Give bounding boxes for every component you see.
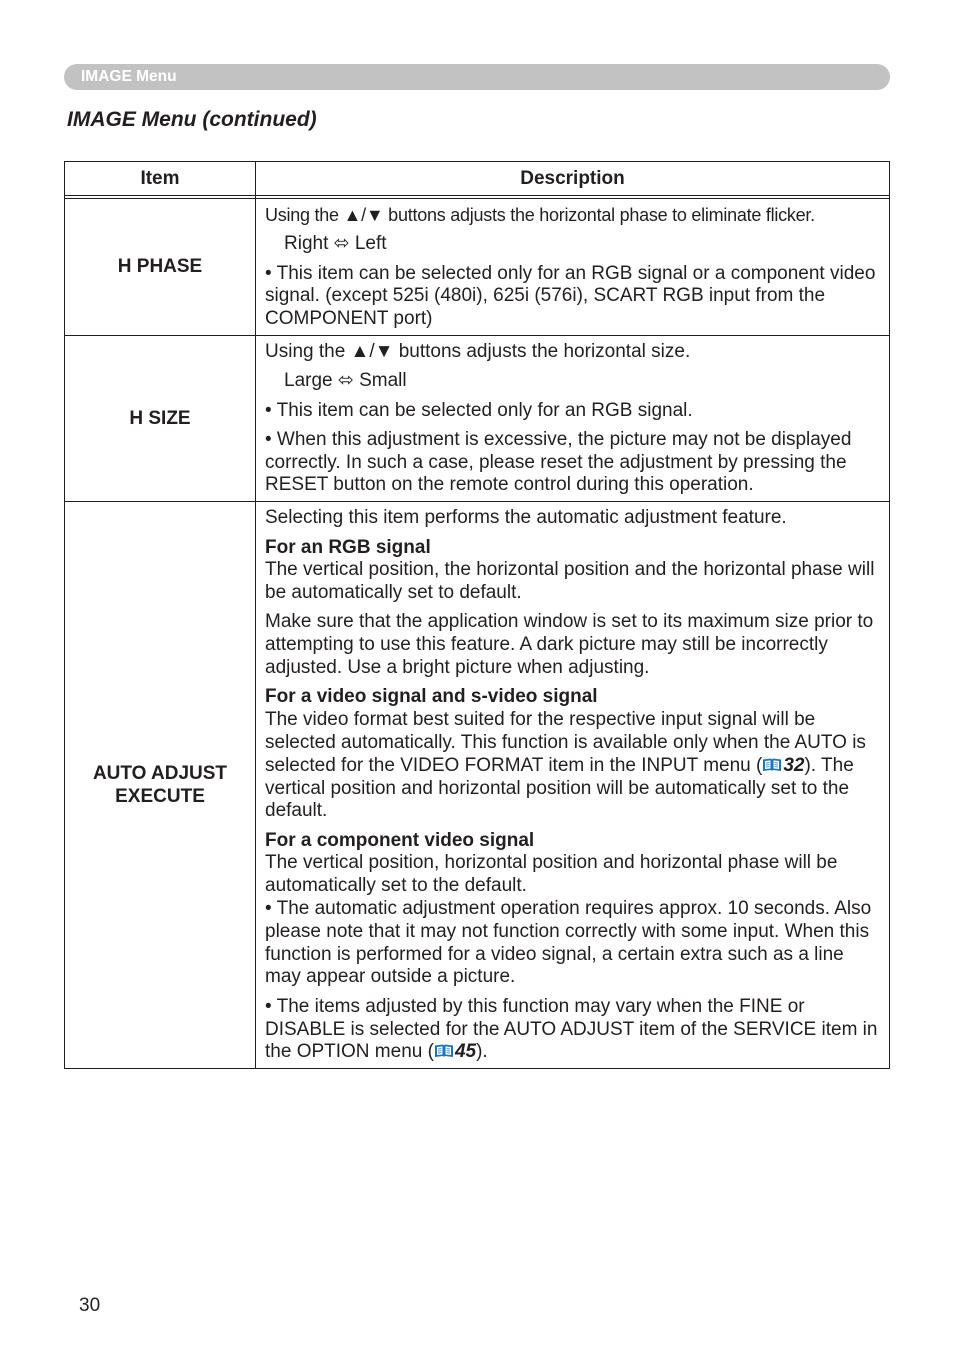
adjustment-range: Right ⬄ Left	[284, 233, 387, 255]
rgb-signal-note: Make sure that the application window is set to its maximum size prior to attempting to use this feature. A dark picture may still be incorrectly adjusted. Use a bright picture when adjusting.	[265, 611, 874, 679]
description-note: • This item can be selected only for an RGB signal or a component video signal. (except 525i (480i), 625i (576i), SCART RGB input from the COMPONENT port)	[265, 262, 876, 330]
video-signal-text: ). The vertical position and horizontal position will be automatically set to the default.	[265, 754, 854, 822]
description-h-size	[256, 335, 890, 501]
column-header-item: Item	[65, 162, 256, 196]
video-signal-text: The video format best suited for the respective input signal will be selected automatically. This function is available only when the AUTO is selected for the VIDEO FORMAT item in the INPUT menu (	[265, 709, 866, 776]
table-row-h-phase	[65, 199, 890, 336]
rgb-signal-heading: For an RGB signal	[265, 536, 431, 558]
image-menu-table	[64, 161, 890, 1069]
section-header-bar	[64, 64, 890, 90]
description-text: Using the ▲/▼ buttons adjusts the horizontal size.	[265, 340, 691, 362]
component-signal-section	[265, 830, 881, 990]
item-name-h-size: H SIZE	[65, 335, 256, 501]
adjustment-range: Large ⬄ Small	[284, 370, 407, 392]
page-reference-link[interactable]: 32	[783, 754, 805, 776]
description-note: • When this adjustment is excessive, the picture may not be displayed correctly. In such a case, please reset the adjustment by pressing the RESET button on the remote control during this operation.	[265, 428, 852, 496]
video-signal-heading: For a video signal and s-video signal	[265, 686, 598, 708]
page-reference-link[interactable]: 45	[454, 1041, 477, 1063]
table-row-h-size	[65, 335, 890, 501]
description-h-phase	[256, 199, 890, 336]
table-header-row	[65, 162, 890, 196]
description-text: Selecting this item performs the automatic adjustment feature.	[265, 507, 787, 529]
item-name-h-phase: H PHASE	[65, 199, 256, 336]
rgb-signal-section	[265, 537, 881, 605]
table-row-auto-adjust-execute	[65, 502, 890, 1069]
component-signal-note: • The automatic adjustment operation requires approx. 10 seconds. Also please note that it may not function correctly with some input. When this function is performed for a video signal, a certain extra such as a line may appear outside a picture.	[265, 898, 872, 988]
video-signal-section	[265, 686, 881, 823]
description-note: • This item can be selected only for an RGB signal.	[265, 399, 693, 421]
page-title: IMAGE Menu (continued)	[67, 108, 317, 131]
item-name-auto-adjust-execute	[65, 502, 256, 1069]
column-header-description: Description	[256, 162, 890, 196]
item-name-line: AUTO ADJUST	[92, 763, 228, 785]
item-name-line: EXECUTE	[115, 786, 205, 808]
component-signal-text: The vertical position, horizontal position and horizontal phase will be automatically set to the default.	[265, 852, 838, 897]
section-label: IMAGE Menu	[81, 68, 177, 85]
description-auto-adjust-execute	[256, 502, 890, 1069]
description-text: Using the ▲/▼ buttons adjusts the horizontal phase to eliminate flicker.	[265, 205, 815, 225]
page-number: 30	[79, 1295, 101, 1316]
final-note	[265, 996, 881, 1064]
component-signal-heading: For a component video signal	[265, 829, 535, 851]
final-note-text: ).	[476, 1041, 488, 1063]
final-note-text: • The items adjusted by this function may vary when the FINE or DISABLE is selected for the AUTO ADJUST item of the SERVICE item in the OPTION menu (	[265, 995, 878, 1063]
book-reference-icon	[762, 756, 782, 771]
book-reference-icon	[434, 1042, 454, 1057]
rgb-signal-text: The vertical position, the horizontal position and the horizontal phase will be automatically set to default.	[265, 559, 875, 604]
